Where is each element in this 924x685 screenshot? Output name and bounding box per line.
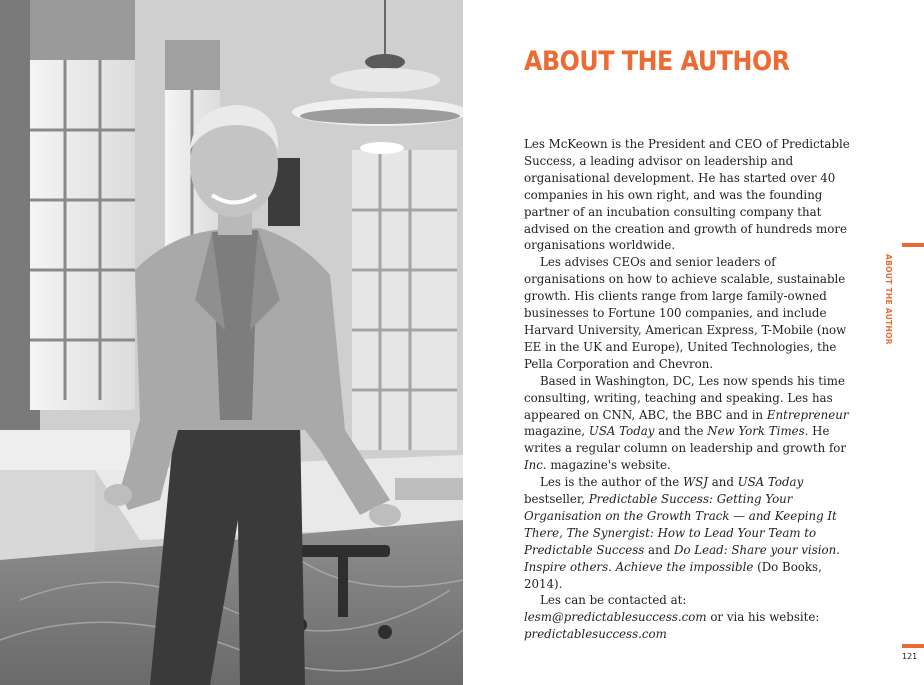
p4-text-d: and: [644, 542, 674, 557]
p4-text-a: Les is the author of the: [540, 475, 684, 490]
page-number: 121: [902, 652, 918, 661]
publication-inc: Inc.: [524, 458, 547, 473]
publication-usa-today-2: USA Today: [737, 475, 804, 490]
p4-text-e: (Do Books, 2014).: [524, 559, 822, 591]
p5-text-a: Les can be contacted at:: [540, 593, 687, 608]
book-titles-1: Predictable Success: Getting Your Organisation on the Growth Track — and Keeping It There, The Synergist: How to Lead Your Team to Predictable Success: [524, 492, 837, 557]
contact-website: predictablesuccess.com: [524, 627, 667, 642]
french-door: [352, 150, 457, 450]
window-sill: [0, 430, 130, 470]
p3-text-a: Based in Washington, DC, Les now spends his time consulting, writing, teaching and speaking. Les has appeared on CNN, ABC, the BBC and in: [524, 373, 845, 422]
bio-paragraph-3: [524, 373, 860, 474]
page-number-bar: [902, 644, 924, 648]
bio-paragraph-2: Les advises CEOs and senior leaders of organisations on how to achieve scalable, sustainable growth. His clients range from large family-owned businesses to Fortune 100 companies, and include Harvard University, American Express, T-Mobile (now EE in the UK and Europe), United Technologies, the Pella Corporation and Chevron.: [524, 255, 847, 371]
bio-paragraph-5: [524, 592, 860, 643]
book-title-2: Do Lead: Share your vision. Inspire others. Achieve the impossible: [524, 542, 840, 574]
bio-paragraph-1: Les McKeown is the President and CEO of Predictable Success, a leading advisor on leadership and organisational development. He has started over 40 companies in his own right, and was the founding partner of an incubation consulting company that advised on the creation and growth of hundreds more organisations worldwide.: [524, 137, 850, 253]
publication-entrepreneur: Entrepreneur: [766, 407, 849, 422]
window-left: [30, 0, 135, 410]
p3-text-e: magazine's website.: [546, 458, 671, 473]
publication-nyt: New York Times: [707, 424, 805, 439]
contact-email: lesm@predictablesuccess.com: [524, 610, 707, 625]
p5-text-b: or via his website:: [706, 610, 820, 625]
publication-wsj: WSJ: [683, 475, 708, 490]
p4-text-c: bestseller,: [524, 492, 589, 507]
page-title: ABOUT THE AUTHOR: [524, 46, 790, 77]
author-bio: [524, 136, 860, 643]
p3-text-d: . He writes a regular column on leadership and growth for: [524, 424, 847, 456]
section-tab-bar: [902, 243, 924, 247]
bio-paragraph-4: [524, 474, 860, 592]
p3-text-b: magazine,: [524, 424, 589, 439]
p3-text-c: and the: [654, 424, 708, 439]
publication-usa-today: USA Today: [588, 424, 655, 439]
section-side-label: ABOUT THE AUTHOR: [884, 254, 893, 345]
p4-text-b: and: [707, 475, 738, 490]
radiator: [0, 470, 95, 560]
